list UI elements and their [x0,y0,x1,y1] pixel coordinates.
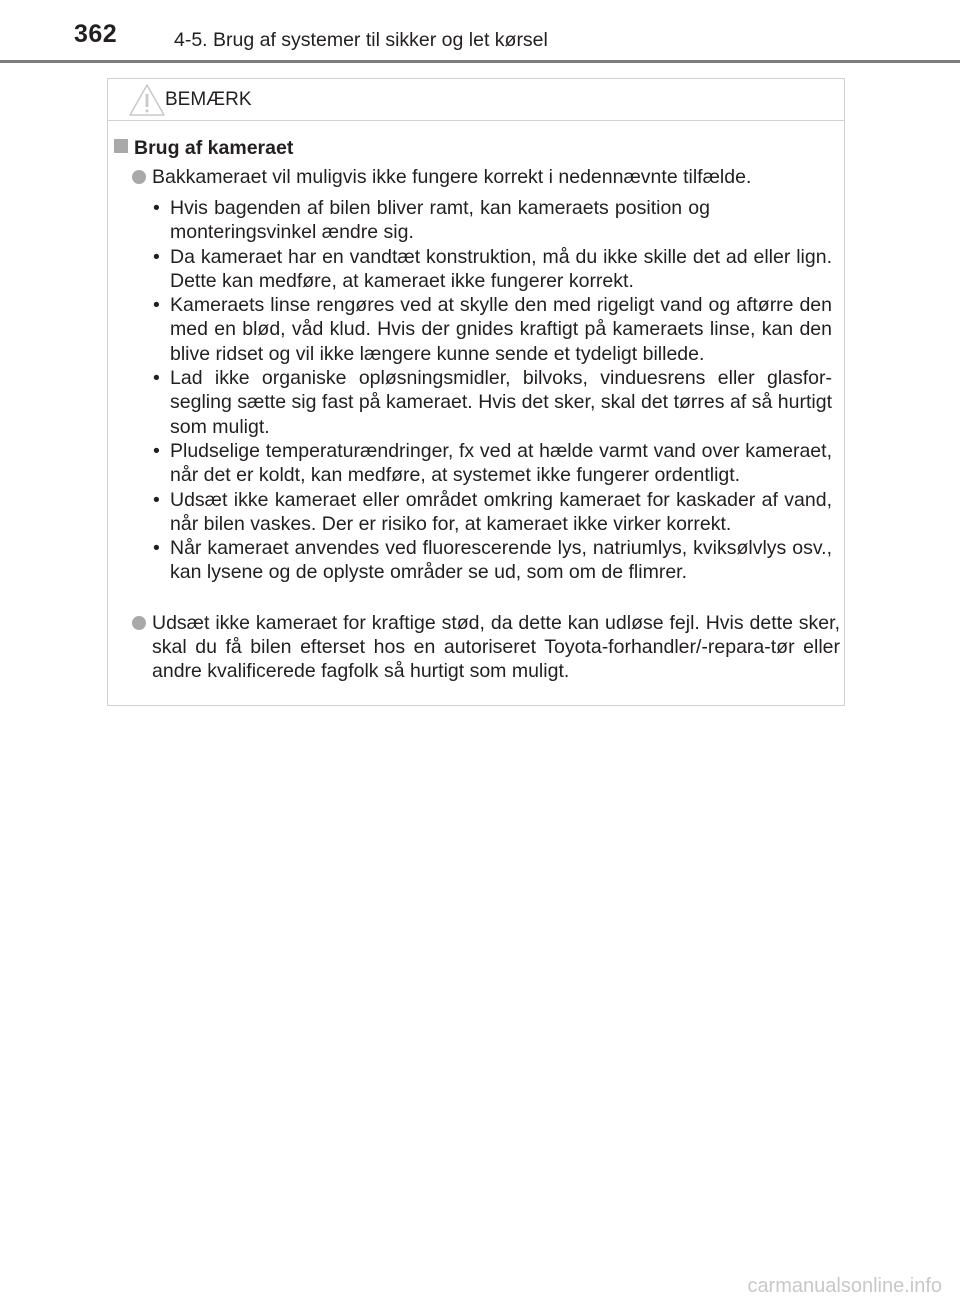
notice-header [108,79,844,121]
bullet-marker: • [153,439,160,462]
list-item-text: Hvis bagenden af bilen bliver ramt, kan kameraets position og monteringsvinkel ændre sig. [170,197,710,244]
intro-text: Bakkameraet vil muligvis ikke fungere korrekt i nedennævnte tilfælde. [152,166,752,188]
list-item [150,196,832,245]
header-title: 4-5. Brug af systemer til sikker og let kørsel [174,29,548,51]
notice-label: BEMÆRK [165,89,252,110]
list-item [150,536,832,585]
page-number: 362 [74,20,118,48]
bullet-list [150,196,832,585]
bullet-marker: • [153,245,160,268]
list-item-text: Da kameraet har en vandtæt konstruktion, må du ikke skille det ad eller lign. Dette kan medføre, at kameraet ikke fungerer korrekt. [170,245,832,292]
section-title-text: Brug af kameraet [134,137,294,159]
list-item [150,366,832,439]
warning-icon [128,83,166,117]
list-item [150,245,832,294]
closing-paragraph [132,611,840,683]
circle-bullet-icon [132,170,146,184]
closing-text: Udsæt ikke kameraet for kraftige stød, da dette kan udløse fejl. Hvis dette sker, skal du få bilen efterset hos en autoriseret Toyota-forhandler/-repara-tør eller andre kvalificerede fagfolk så hurtigt som muligt. [152,612,840,682]
list-item [150,439,832,488]
circle-bullet-icon [132,616,146,630]
header-rule [0,60,960,63]
list-item-text: Når kameraet anvendes ved fluorescerende lys, natriumlys, kviksølvlys osv., kan lysene og de oplyste områder se ud, som om de flimrer. [170,537,832,584]
bullet-marker: • [153,294,160,317]
list-item-text: Kameraets linse rengøres ved at skylle den med rigeligt vand og aftørre den med en blød, våd klud. Hvis der gnides kraftigt på kameraets linse, kan den blive ridset og vil ikke længere kunne sende et tydeligt billede. [170,294,832,365]
watermark: carmanualsonline.info [747,1275,942,1297]
list-item-text: Udsæt ikke kameraet eller området omkring kameraet for kaskader af vand, når bilen vaskes. Der er risiko for, at kameraet ikke virker korrekt. [170,488,832,535]
list-item-text: Lad ikke organiske opløsningsmidler, bilvoks, vinduesrens eller glasfor-segling sætte sig fast på kameraet. Hvis det sker, skal det tørres af så hurtigt som muligt. [170,367,832,438]
intro-paragraph [132,165,840,189]
section-title [114,137,293,160]
list-item [150,488,832,537]
list-item-text: Pludselige temperaturændringer, fx ved at hælde varmt vand over kameraet, når det er koldt, kan medføre, at systemet ikke fungerer ordentligt. [170,439,832,487]
notice-box [107,78,845,706]
square-bullet-icon [114,139,128,153]
bullet-marker: • [153,537,160,560]
bullet-marker: • [153,197,160,219]
bullet-marker: • [153,488,160,511]
list-item [150,293,832,366]
bullet-marker: • [153,367,160,390]
